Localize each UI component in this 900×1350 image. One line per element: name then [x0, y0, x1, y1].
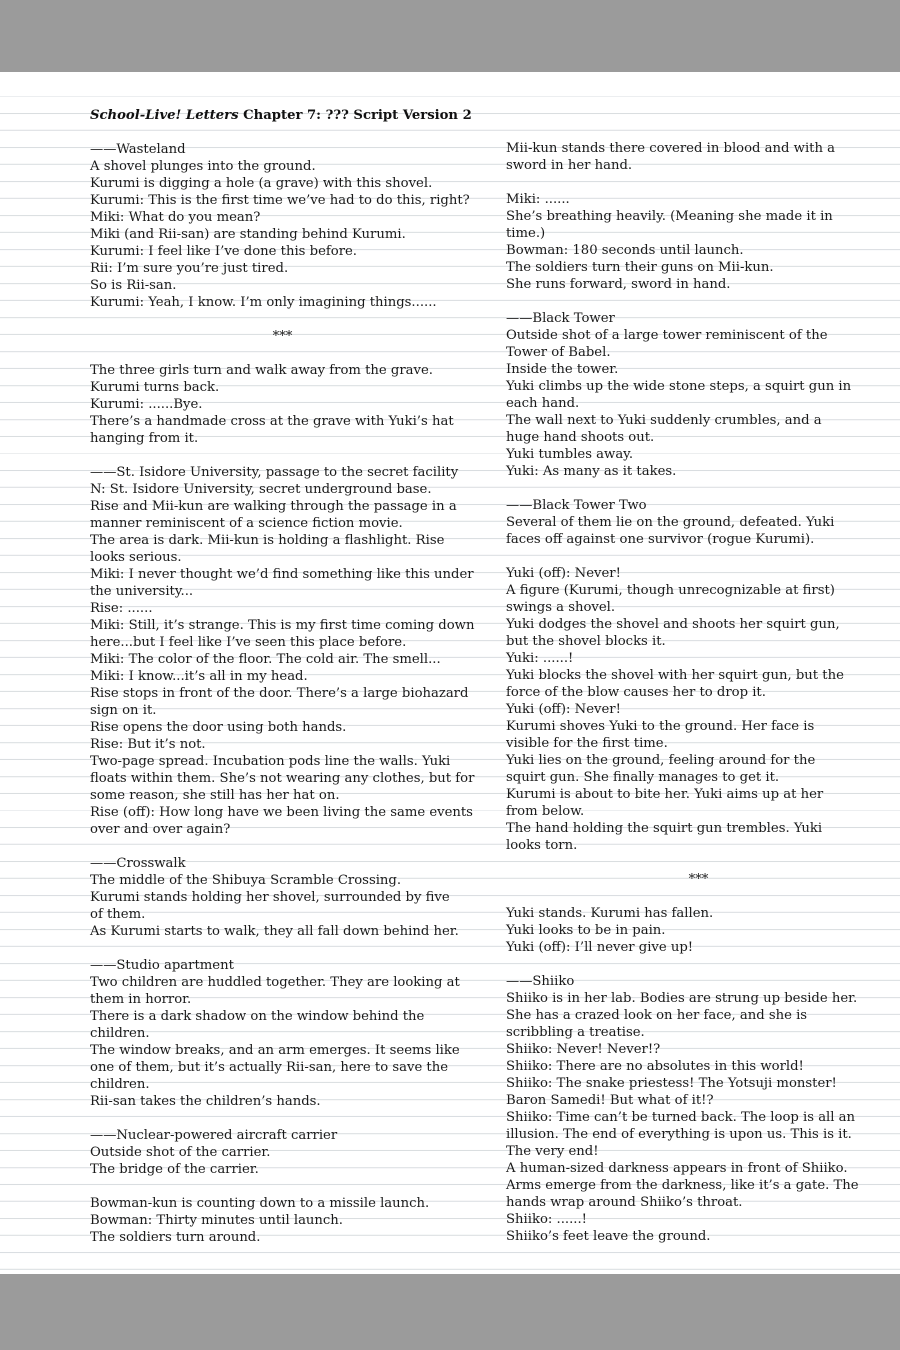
script-line: Yuki climbs up the wide stone steps, a squirt gun in [506, 379, 852, 394]
script-line: illusion. The end of everything is upon us. This is it. [506, 1127, 852, 1142]
script-line: children. [90, 1026, 150, 1041]
script-line: Baron Samedi! But what of it!? [506, 1093, 714, 1108]
script-line: huge hand shoots out. [506, 430, 655, 445]
script-line: The very end! [506, 1144, 599, 1159]
script-line: She has a crazed look on her face, and she is [506, 1008, 808, 1023]
script-line: Miki (and Rii-san) are standing behind Kurumi. [90, 227, 406, 242]
script-line: There’s a handmade cross at the grave with Yuki’s hat [90, 414, 454, 429]
scene-break: *** [272, 329, 293, 344]
script-line: Miki: What do you mean? [90, 210, 261, 225]
script-line: Bowman: Thirty minutes until launch. [90, 1213, 343, 1228]
script-line: The three girls turn and walk away from the grave. [90, 363, 433, 378]
script-line: Tower of Babel. [506, 345, 611, 360]
script-line: force of the blow causes her to drop it. [506, 685, 766, 700]
script-line: the university... [90, 584, 194, 599]
script-line: children. [90, 1077, 150, 1092]
scene-break: *** [688, 872, 709, 887]
script-line: Mii-kun stands there covered in blood and with a [506, 141, 836, 156]
title-book-name: School-Live! Letters [90, 108, 239, 123]
script-line: Yuki (off): Never! [506, 566, 621, 581]
blank-line [90, 838, 475, 855]
script-line: The soldiers turn around. [90, 1230, 261, 1245]
blank-line [90, 1178, 475, 1195]
script-line: each hand. [506, 396, 580, 411]
script-line: Shiiko: There are no absolutes in this world! [506, 1059, 804, 1074]
blank-line [506, 293, 891, 310]
scene-heading: ——St. Isidore University, passage to the secret facility [90, 465, 459, 480]
script-line: Yuki dodges the shovel and shoots her squirt gun, [506, 617, 840, 632]
blank-line [90, 1110, 475, 1127]
script-line: A shovel plunges into the ground. [90, 159, 316, 174]
script-line: Several of them lie on the ground, defeated. Yuki [506, 515, 835, 530]
script-line: Miki: ...... [506, 192, 570, 207]
script-line: Kurumi: This is the first time we’ve had to do this, right? [90, 193, 470, 208]
script-line: Rise opens the door using both hands. [90, 720, 347, 735]
script-line: scribbling a treatise. [506, 1025, 645, 1040]
blank-line [506, 854, 891, 871]
scene-heading: ——Black Tower [506, 311, 615, 326]
script-line: The wall next to Yuki suddenly crumbles, and a [506, 413, 822, 428]
script-line: Kurumi stands holding her shovel, surrounded by five [90, 890, 450, 905]
script-line: Shiiko: Never! Never!? [506, 1042, 661, 1057]
left-script-column [90, 141, 475, 1246]
blank-line [90, 345, 475, 362]
script-line: Two-page spread. Incubation pods line the walls. Yuki [90, 754, 451, 769]
script-line: from below. [506, 804, 585, 819]
scene-heading: ——Crosswalk [90, 856, 186, 871]
script-line: Kurumi is about to bite her. Yuki aims up at her [506, 787, 824, 802]
script-line: Rise (off): How long have we been living the same events [90, 805, 473, 820]
script-line: Kurumi: Yeah, I know. I’m only imagining things...... [90, 295, 437, 310]
scene-heading: ——Nuclear-powered aircraft carrier [90, 1128, 338, 1143]
title-chapter: Chapter 7: ??? Script Version 2 [238, 108, 472, 123]
script-line: hands wrap around Shiiko’s throat. [506, 1195, 743, 1210]
scene-heading: ——Wasteland [90, 142, 186, 157]
blank-line [90, 940, 475, 957]
script-line: Yuki tumbles away. [506, 447, 634, 462]
script-line: time.) [506, 226, 546, 241]
blank-line [506, 956, 891, 973]
script-line: Rii-san takes the children’s hands. [90, 1094, 321, 1109]
script-line: Two children are huddled together. They are looking at [90, 975, 460, 990]
script-line: squirt gun. She finally manages to get it. [506, 770, 780, 785]
blank-line [90, 311, 475, 328]
script-line: Rise: But it’s not. [90, 737, 206, 752]
script-line: Shiiko is in her lab. Bodies are strung up beside her. [506, 991, 858, 1006]
script-line: A figure (Kurumi, though unrecognizable at first) [506, 583, 835, 598]
script-line: There is a dark shadow on the window behind the [90, 1009, 425, 1024]
script-line: She runs forward, sword in hand. [506, 277, 731, 292]
script-line: them in horror. [90, 992, 192, 1007]
script-line: Yuki looks to be in pain. [506, 923, 666, 938]
script-line: Kurumi is digging a hole (a grave) with this shovel. [90, 176, 433, 191]
script-line: manner reminiscent of a science fiction movie. [90, 516, 403, 531]
script-line: Yuki: ......! [506, 651, 574, 666]
script-line: Shiiko: The snake priestess! The Yotsuji monster! [506, 1076, 837, 1091]
script-line: Outside shot of a large tower reminiscent of the [506, 328, 828, 343]
script-line: Miki: Still, it’s strange. This is my first time coming down [90, 618, 475, 633]
script-line: The bridge of the carrier. [90, 1162, 259, 1177]
right-script-column [506, 140, 891, 1245]
script-line: Rii: I’m sure you’re just tired. [90, 261, 289, 276]
script-line: Shiiko: ......! [506, 1212, 587, 1227]
script-line: As Kurumi starts to walk, they all fall down behind her. [90, 924, 459, 939]
script-line: swings a shovel. [506, 600, 616, 615]
script-line: She’s breathing heavily. (Meaning she made it in [506, 209, 833, 224]
script-line: Outside shot of the carrier. [90, 1145, 271, 1160]
bottom-gray-band [0, 1274, 900, 1350]
script-line: some reason, she still has her hat on. [90, 788, 340, 803]
blank-line [506, 888, 891, 905]
script-line: Kurumi: I feel like I’ve done this before. [90, 244, 357, 259]
scene-heading: ——Studio apartment [90, 958, 234, 973]
script-line: Kurumi turns back. [90, 380, 220, 395]
script-line: hanging from it. [90, 431, 199, 446]
script-line: Rise stops in front of the door. There’s a large biohazard [90, 686, 469, 701]
script-line: Yuki (off): I’ll never give up! [506, 940, 694, 955]
script-line: sign on it. [90, 703, 157, 718]
script-line: Miki: I never thought we’d find something like this under [90, 567, 474, 582]
script-line: A human-sized darkness appears in front of Shiiko. [506, 1161, 848, 1176]
script-line: Shiiko’s feet leave the ground. [506, 1229, 711, 1244]
script-line: Arms emerge from the darkness, like it’s a gate. The [506, 1178, 859, 1193]
script-line: here...but I feel like I’ve seen this place before. [90, 635, 407, 650]
script-line: Miki: I know...it’s all in my head. [90, 669, 308, 684]
scene-heading: ——Shiiko [506, 974, 575, 989]
script-line: looks torn. [506, 838, 578, 853]
script-line: of them. [90, 907, 146, 922]
scene-heading: ——Black Tower Two [506, 498, 647, 513]
blank-line [90, 447, 475, 464]
script-line: floats within them. She’s not wearing any clothes, but for [90, 771, 475, 786]
script-line: Yuki (off): Never! [506, 702, 621, 717]
script-line: Rise: ...... [90, 601, 153, 616]
script-line: So is Rii-san. [90, 278, 177, 293]
script-line: Yuki: As many as it takes. [506, 464, 677, 479]
script-line: visible for the first time. [506, 736, 668, 751]
script-line: faces off against one survivor (rogue Kurumi). [506, 532, 815, 547]
script-line: Kurumi: ......Bye. [90, 397, 203, 412]
blank-line [506, 174, 891, 191]
script-line: The hand holding the squirt gun trembles. Yuki [506, 821, 823, 836]
script-line: Miki: The color of the floor. The cold air. The smell... [90, 652, 441, 667]
script-line: looks serious. [90, 550, 182, 565]
script-line: The window breaks, and an arm emerges. It seems like [90, 1043, 460, 1058]
script-line: sword in her hand. [506, 158, 633, 173]
script-line: The soldiers turn their guns on Mii-kun. [506, 260, 774, 275]
script-line: Bowman-kun is counting down to a missile launch. [90, 1196, 430, 1211]
blank-line [506, 548, 891, 565]
script-line: The area is dark. Mii-kun is holding a flashlight. Rise [90, 533, 445, 548]
script-line: The middle of the Shibuya Scramble Crossing. [90, 873, 402, 888]
blank-line [506, 480, 891, 497]
script-line: Yuki blocks the shovel with her squirt gun, but the [506, 668, 844, 683]
script-line: over and over again? [90, 822, 231, 837]
document-title [90, 107, 472, 124]
script-line: Kurumi shoves Yuki to the ground. Her face is [506, 719, 815, 734]
script-line: Rise and Mii-kun are walking through the passage in a [90, 499, 457, 514]
script-line: one of them, but it’s actually Rii-san, here to save the [90, 1060, 449, 1075]
script-line: Bowman: 180 seconds until launch. [506, 243, 744, 258]
script-line: N: St. Isidore University, secret underground base. [90, 482, 432, 497]
script-line: but the shovel blocks it. [506, 634, 666, 649]
top-gray-band [0, 0, 900, 72]
script-line: Shiiko: Time can’t be turned back. The loop is all an [506, 1110, 856, 1125]
script-line: Yuki stands. Kurumi has fallen. [506, 906, 714, 921]
script-line: Yuki lies on the ground, feeling around for the [506, 753, 816, 768]
script-line: Inside the tower. [506, 362, 619, 377]
